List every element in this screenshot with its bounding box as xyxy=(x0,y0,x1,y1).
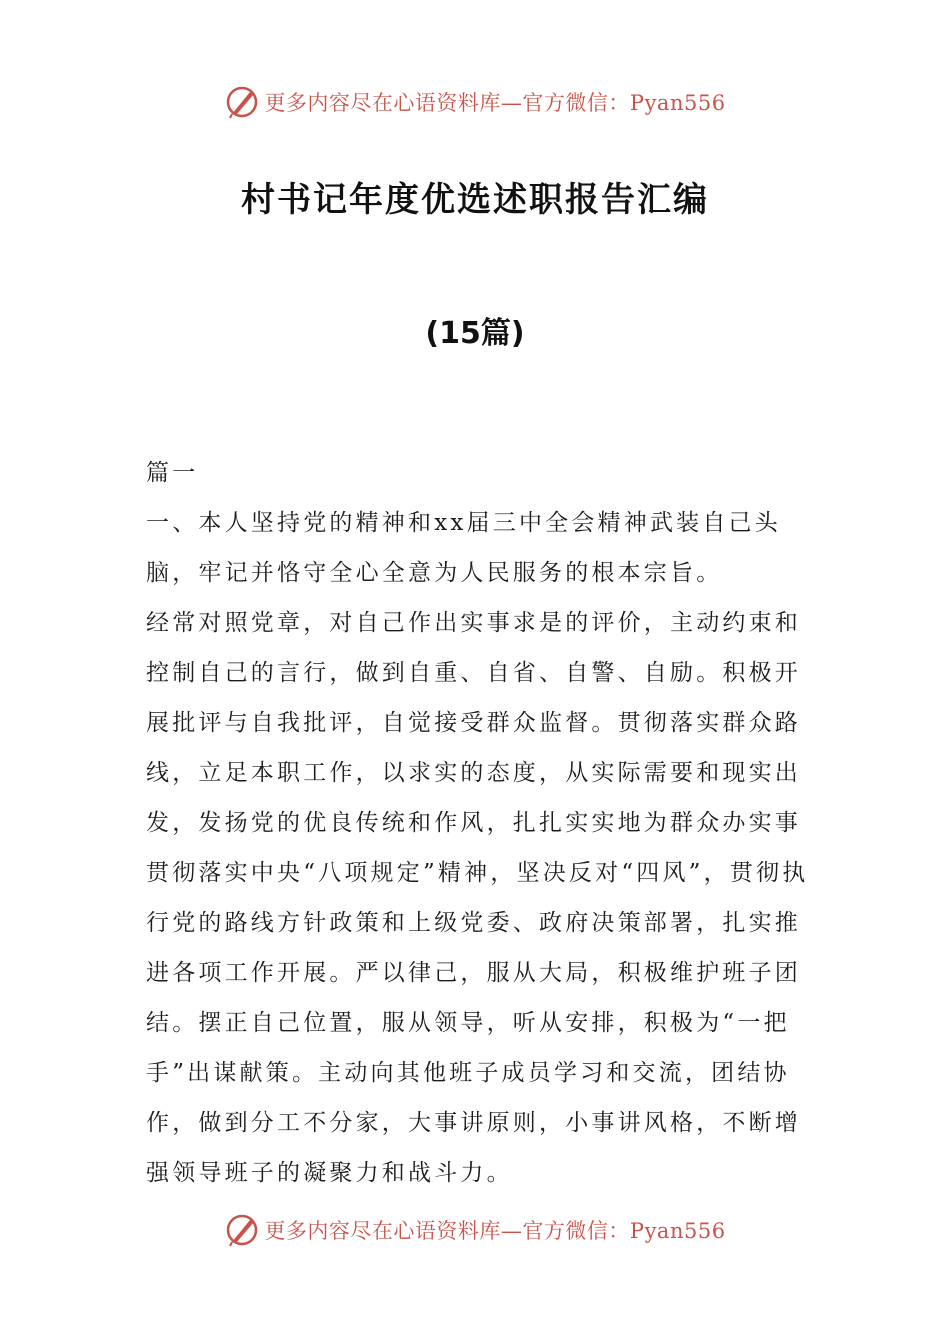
paragraph-2: 经常对照党章，对自己作出实事求是的评价，主动约束和控制自己的言行，做到自重、自省、自警、自励。积极开展批评与自我批评，自觉接受群众监督。贯彻落实群众路线，立足本职工作，以求实的态度，从实际需要和现实出发，发扬党的优良传统和作风，扎扎实实地为群众办实事贯彻落实中央“八项规定”精神，坚决反对“四风”，贯彻执行党的路线方针政策和上级党委、政府决策部署，扎实推进各项工作开展。严以律己，服从大局，积极维护班子团结。摆正自己位置，服从领导，听从安排，积极为“一把手”出谋献策。主动向其他班子成员学习和交流，团结协作，做到分工不分家，大事讲原则，小事讲风格，不断增强领导班子的凝聚力和战斗力。 xyxy=(146,610,809,1186)
header-banner xyxy=(0,82,950,122)
footer-banner-text: 更多内容尽在心语资料库—官方微信：Pyan556 xyxy=(264,1219,726,1243)
header-banner-text: 更多内容尽在心语资料库—官方微信：Pyan556 xyxy=(264,91,726,115)
paragraph-1: 一、本人坚持党的精神和xx届三中全会精神武装自己头脑，牢记并恪守全心全意为人民服务的根本宗旨。 xyxy=(146,510,781,586)
document-subtitle: (15篇) xyxy=(425,316,525,351)
document-title: 村书记年度优选述职报告汇编 xyxy=(241,180,709,220)
document-body xyxy=(146,448,810,1198)
quill-pen-logo-icon xyxy=(224,1212,260,1248)
quill-pen-logo-icon xyxy=(224,84,260,120)
section-label: 篇一 xyxy=(146,460,199,486)
footer-banner xyxy=(0,1210,950,1250)
